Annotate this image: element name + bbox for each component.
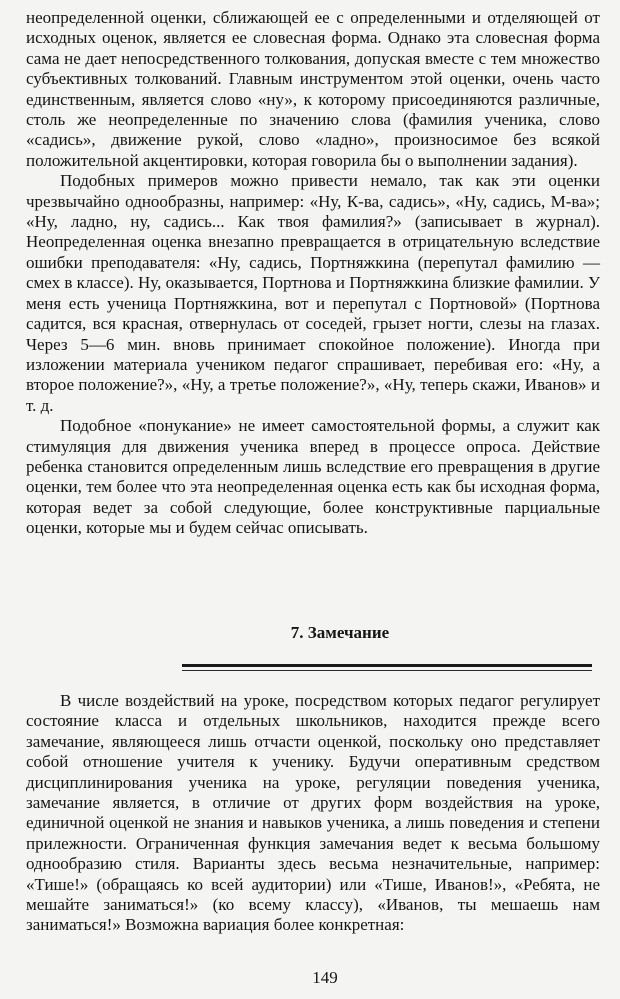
section-heading: 7. Замечание: [290, 623, 390, 642]
top-text-block: [26, 8, 600, 539]
heading-rule-thick: [182, 664, 592, 667]
heading-rule-thin: [182, 670, 592, 671]
paragraph-1: неопределенной оценки, сближающей ее с определенными и отделяющей от исходных оценок, является ее словесная форма. Однако эта словесная форма сама не дает непосредственного толкования, допуская вместе с тем множество субъективных толкований. Главным инструментом этой оценки, очень часто единственным, является слово «ну», к которому присоединяются различные, столь же неопределенные по значению слова (фамилия ученика, слово «садись», движение рукой, слово «ладно», произносимое без всякой положительной акцентировки, которая говорила бы о выполнении задания).: [26, 8, 600, 170]
page-number: 149: [312, 968, 338, 987]
paragraph-4: В числе воздействий на уроке, посредством которых педагог регулирует состояние класса и отдельных школьников, находится прежде всего замечание, являющееся лишь отчасти оценкой, поскольку оно представляет собой отношение учителя к ученику. Будучи оперативным средством дисциплинирования ученика на уроке, регуляции поведения ученика, замечание является, в отличие от других форм воздействия на уроке, единичной оценкой не знания и навыков ученика, а лишь поведения и степени прилежности. Ограниченная функция замечания ведет к весьма большому однообразию стиля. Варианты здесь весьма незначительные, например: «Тише!» (обращаясь ко всей аудитории) или «Тише, Иванов!», «Ребята, не мешайте заниматься!» (ко всему классу), «Иванов, ты мешаешь нам заниматься!» Возможна вариация более конкретная:: [26, 691, 600, 935]
bottom-text-block: [26, 691, 600, 936]
paragraph-2: Подобных примеров можно привести немало, так как эти оценки чрезвычайно однообразны, например: «Ну, К-ва, садись», «Ну, садись, М-ва»; «Ну, ладно, ну, садись... Как твоя фамилия?» (записывает в журнал). Неопределенная оценка внезапно превращается в отрицательную вследствие ошибки преподавателя: «Ну, садись, Портняжкина (перепутал фамилию — смех в классе). Ну, оказывается, Портнова и Портняжкина близкие фамилии. У меня есть ученица Портняжкина, вот и перепутал с Портновой» (Портнова садится, вся красная, отвернулась от соседей, грызет ногти, слезы на глазах. Через 5—6 мин. вновь принимает спокойное положение). Иногда при изложении материала учеником педагог спрашивает, перебивая его: «Ну, а второе положение?», «Ну, а третье положение?», «Ну, теперь скажи, Иванов» и т. д.: [26, 171, 600, 415]
paragraph-3: Подобное «понукание» не имеет самостоятельной формы, а служит как стимуляция для движения ученика вперед в процессе опроса. Действие ребенка становится определенным лишь вследствие его превращения в другие оценки, тем более что эта неопределенная оценка есть как бы исходная форма, которая ведет за собой следующие, более конструктивные парциальные оценки, которые мы и будем сейчас описывать.: [26, 416, 600, 538]
